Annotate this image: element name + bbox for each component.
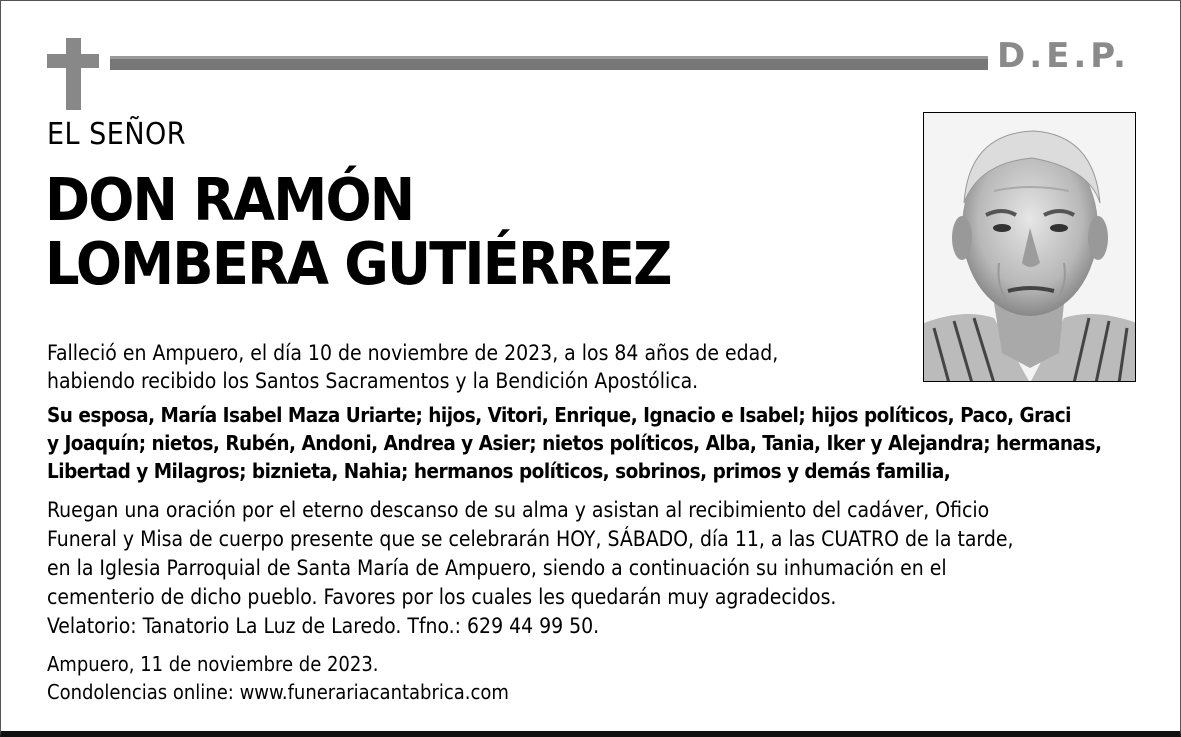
text-line: Su esposa, María Isabel Maza Uriarte; hijos, Vitori, Enrique, Ignacio e Isabel; hijos políticos, Paco, Graci (47, 403, 1071, 427)
header-rule (110, 56, 988, 70)
death-notice-paragraph (47, 339, 778, 395)
condolences-link[interactable]: Condolencias online: www.funerariacantabrica.com (47, 680, 509, 704)
text-line: Ruegan una oración por el eterno descanso de su alma y asistan al recibimiento del cadáver, Oficio (47, 498, 990, 522)
text-line: en la Iglesia Parroquial de Santa María de Ampuero, siendo a continuación su inhumación en el (47, 556, 947, 580)
text-line: Funeral y Misa de cuerpo presente que se celebrarán HOY, SÁBADO, día 11, a las CUATRO de la tarde, (47, 527, 1014, 551)
dep-label: D.E.P. (997, 36, 1130, 76)
text-line: y Joaquín; nietos, Rubén, Andoni, Andrea y Asier; nietos políticos, Alba, Tania, Iker y Alejandra; hermanas, (47, 431, 1102, 455)
text-line: Falleció en Ampuero, el día 10 de noviembre de 2023, a los 84 años de edad, (47, 341, 779, 365)
family-paragraph (47, 401, 1101, 485)
text-line: Libertad y Milagros; biznieta, Nahia; hermanos políticos, sobrinos, primos y demás familia, (47, 459, 951, 483)
title-prefix: EL SEÑOR (47, 117, 187, 152)
name-line-2: LOMBERA GUTIÉRREZ (45, 229, 671, 298)
footer (47, 650, 509, 706)
cross-icon (47, 38, 99, 110)
deceased-name (45, 165, 671, 298)
name-line-1: DON RAMÓN (45, 165, 414, 234)
text-line: Velatorio: Tanatorio La Luz de Laredo. Tfno.: 629 44 99 50. (47, 614, 600, 638)
date-line: Ampuero, 11 de noviembre de 2023. (47, 652, 379, 676)
service-paragraph (47, 496, 1013, 641)
text-line: habiendo recibido los Santos Sacramentos y la Bendición Apostólica. (47, 369, 699, 393)
text-line: cementerio de dicho pueblo. Favores por los cuales les quedarán muy agradecidos. (47, 585, 837, 609)
portrait-photo (923, 112, 1136, 382)
